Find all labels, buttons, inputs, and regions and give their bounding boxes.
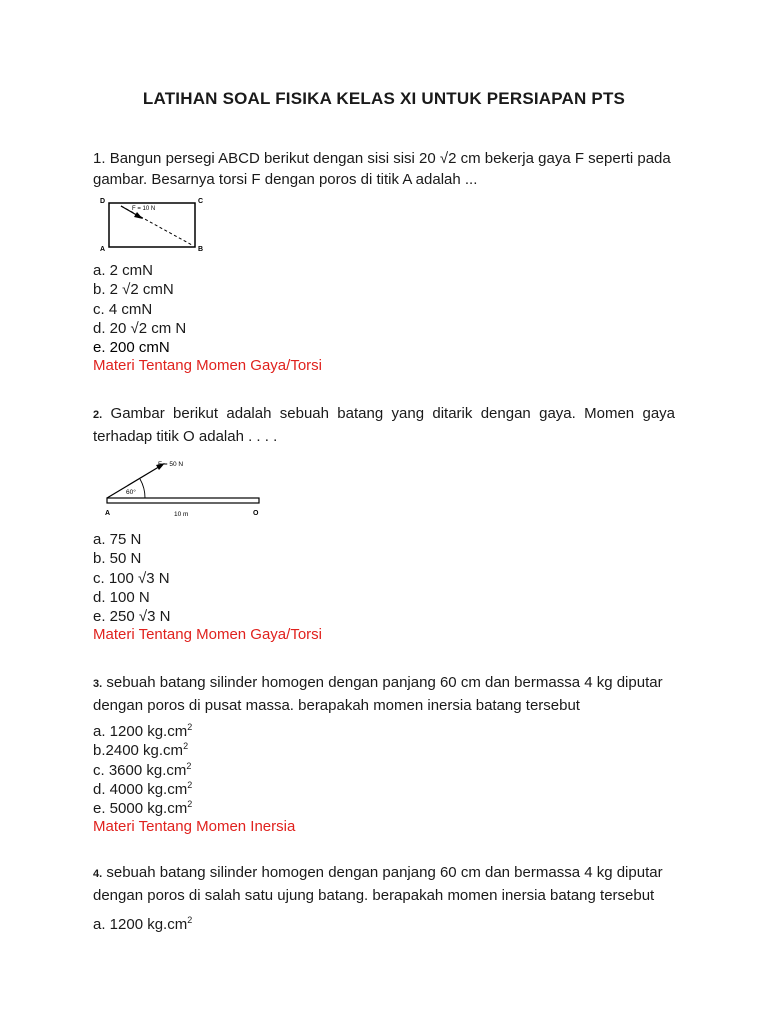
question-2 [93, 403, 675, 643]
option-1e: e. 200 cmN [93, 339, 170, 357]
square-abcd-figure [99, 196, 219, 254]
link-momen-inersia[interactable]: Materi Tentang Momen Inersia [93, 818, 296, 835]
label-a: A [100, 246, 106, 253]
option-4a: a. 1200 $kg.cm^2$ [93, 915, 193, 933]
question-4-number: 4. [93, 868, 103, 880]
option-1b: b. 2 √2 cmN [93, 281, 174, 299]
force-arrowhead [134, 212, 143, 219]
force-label-q1: F = 10 N [132, 206, 156, 212]
rod-force-figure [102, 457, 277, 517]
option-3e: e. 5000 $kg.cm^2$ [93, 799, 193, 818]
question-2-body: Gambar berikut adalah sebuah batang yang ditarik dengan gaya. Momen gaya terhadap titik O adalah . . . . [93, 405, 675, 445]
question-1-options [93, 261, 186, 357]
point-o-label: O [253, 510, 259, 517]
label-b: B [198, 246, 204, 253]
question-2-options [93, 530, 170, 626]
option-2e: e. 250 √3 N [93, 608, 171, 626]
question-4 [93, 862, 675, 933]
question-1-body: Bangun persegi ABCD berikut dengan sisi sisi 20 √2 cm bekerja gaya F seperti pada gambar. Besarnya torsi F dengan poros di titik A adalah ... [93, 150, 671, 188]
option-2c: c. 100 √3 N [93, 569, 170, 587]
option-1c: c. 4 cmN [93, 300, 153, 318]
question-1 [93, 148, 675, 374]
option-2d: d. 100 N [93, 588, 150, 606]
option-2a: a. 75 N [93, 531, 142, 548]
question-3 [93, 672, 675, 835]
force-label-q2: F = 50 N [158, 461, 184, 468]
question-3-number: 3. [93, 678, 103, 690]
label-c: C [198, 198, 204, 205]
question-1-text [93, 148, 675, 190]
question-4-text [93, 862, 675, 906]
link-momen-gaya-2[interactable]: Materi Tentang Momen Gaya/Torsi [93, 626, 322, 643]
angle-label: 60° [126, 489, 136, 496]
option-3c: c. 3600 $kg.cm^2$ [93, 760, 192, 779]
length-label: 10 m [174, 511, 189, 517]
point-a-label: A [105, 510, 111, 517]
question-3-body: sebuah batang silinder homogen dengan panjang 60 cm dan bermassa 4 kg diputar dengan poros di pusat massa. berapakah momen inersia batang tersebut [93, 674, 663, 714]
link-momen-gaya-1[interactable]: Materi Tentang Momen Gaya/Torsi [93, 357, 322, 374]
question-3-text [93, 672, 675, 716]
question-1-number: 1. [93, 150, 106, 167]
question-4-body: sebuah batang silinder homogen dengan panjang 60 cm dan bermassa 4 kg diputar dengan poros di salah satu ujung batang. berapakah momen inersia batang tersebut [93, 864, 663, 904]
option-1a: a. 2 cmN [93, 262, 154, 279]
option-2b: b. 50 N [93, 550, 142, 568]
question-3-options [93, 722, 192, 818]
option-3b: b.2400 $kg.cm^2$ [93, 741, 189, 760]
option-3d: d. 4000 $kg.cm^2$ [93, 779, 193, 798]
question-2-text [93, 403, 675, 447]
option-3a: a. 1200 $kg.cm^2$ [93, 722, 193, 740]
question-2-number: 2. [93, 409, 103, 421]
label-d: D [100, 198, 106, 205]
question-4-options [93, 915, 192, 934]
option-1d: d. 20 √2 cm N [93, 319, 187, 337]
rod [107, 498, 259, 503]
document-title: LATIHAN SOAL FISIKA KELAS XI UNTUK PERSIAPAN PTS [142, 89, 626, 108]
angle-arc [140, 479, 145, 498]
